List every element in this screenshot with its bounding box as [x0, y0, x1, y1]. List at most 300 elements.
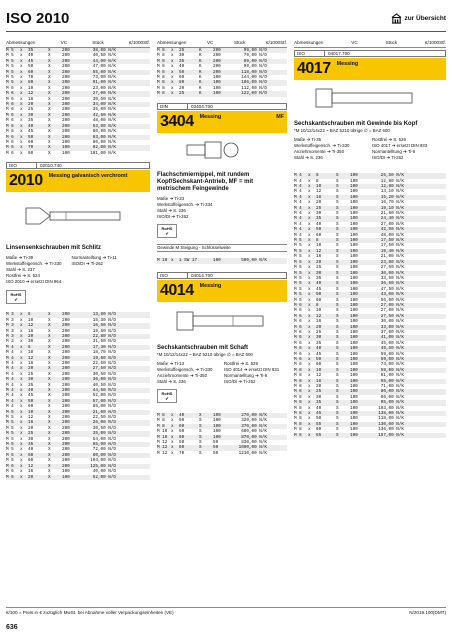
table-cell: 16 — [316, 194, 322, 200]
note-item[interactable]: Rostfrei ➔ S. 526 — [372, 137, 406, 143]
table-cell: M 5 — [294, 238, 302, 244]
table-cell: x — [20, 344, 23, 350]
notes-list — [157, 361, 287, 385]
table-cell: 12 — [28, 415, 34, 421]
table-cell: 35,00 N/K — [92, 107, 116, 113]
product-number: 2010 — [6, 170, 47, 192]
table-cell: 35,00 N/D — [92, 431, 116, 437]
table-cell: S — [336, 205, 339, 211]
table-cell: X — [48, 112, 51, 118]
header-vc: VC — [206, 40, 214, 45]
table-cell: 101,00 N/K — [90, 150, 116, 156]
table-cell: 200 — [62, 48, 70, 53]
table-cell: x — [308, 319, 311, 325]
table-cell: x — [308, 302, 311, 308]
table-cell: M 4 — [6, 388, 14, 394]
table-cell: 100 — [350, 281, 358, 287]
table-cell: 35 — [316, 275, 322, 281]
table-row — [6, 475, 150, 480]
table-cell: 16 — [316, 319, 322, 325]
table-cell: 23,00 N/K — [92, 85, 116, 91]
table-cell: 50 — [28, 398, 34, 404]
note-item[interactable]: Maße ➔ Ti-23 — [157, 196, 185, 202]
table-cell: 100 — [213, 85, 221, 91]
table-cell: S — [336, 265, 339, 271]
table-header — [157, 40, 287, 48]
table-cell: x — [20, 53, 23, 59]
table-cell: 8 — [28, 312, 31, 318]
table-cell: 40 — [179, 64, 185, 70]
note-item[interactable]: Stahl ➔ S. 236 — [157, 378, 186, 384]
table-cell: 50 — [28, 64, 34, 70]
note-item[interactable]: ISO 4017 ➔ ersetzt DIN 933 — [372, 143, 428, 149]
table-cell: 112,00 N/D — [241, 85, 267, 91]
note-item[interactable]: Normantelltung ➔ Ti-6 — [224, 372, 268, 378]
table-cell: 86,00 N/K — [380, 394, 404, 400]
table-cell: x — [308, 275, 311, 281]
table-cell: M 6 — [294, 324, 302, 330]
table-cell: X — [48, 134, 51, 140]
note-item[interactable]: Maße ➔ Ti-13 — [157, 360, 185, 366]
table-cell: 63,00 N/K — [92, 134, 116, 140]
table-cell: S — [336, 340, 339, 346]
table-cell: 103,00 N/K — [378, 405, 404, 411]
note-item[interactable]: ISO/DI ➔ Ti-262 — [71, 261, 103, 267]
table-cell: M 4 — [294, 227, 302, 233]
table-cell: 100 — [350, 378, 358, 384]
table-cell: M 5 — [6, 48, 14, 53]
table-cell: 71,00 N/K — [380, 384, 404, 390]
table-cell: 100 — [350, 362, 358, 368]
table-cell: 33,00 N/K — [380, 324, 404, 330]
table-cell: x — [20, 96, 23, 102]
table-cell: M 5 — [6, 436, 14, 442]
table-cell: 20 — [316, 324, 322, 330]
table-cell: 17,30 N/D — [92, 344, 116, 350]
article-code-bar — [6, 162, 150, 169]
table-cell: M 6 — [294, 319, 302, 325]
table-cell: X — [48, 48, 51, 53]
table-cell: M 5 — [294, 275, 302, 281]
table-cell: S — [336, 400, 339, 406]
product-banner — [294, 58, 446, 80]
table-cell: X — [48, 53, 51, 59]
table-cell: 200 — [62, 355, 70, 361]
notes-list — [6, 255, 62, 285]
table-cell: M 4 — [294, 184, 302, 190]
table-cell: 100 — [350, 232, 358, 238]
table-cell: S — [199, 429, 202, 435]
table-cell: 18,70 N/D — [92, 350, 116, 356]
table-cell: x — [171, 258, 174, 264]
table-cell: x — [20, 102, 23, 108]
table-cell: M 4 — [294, 173, 302, 179]
table-cell: x — [171, 450, 174, 456]
table-cell: 59,00 N/K — [380, 357, 404, 363]
table-cell: S — [199, 423, 202, 429]
table-cell: 35 — [179, 58, 185, 64]
table-cell: 200 — [62, 393, 70, 399]
table-cell: 6 — [316, 173, 319, 179]
article-code-bar — [294, 50, 446, 57]
table-cell: 30 — [316, 211, 322, 217]
table-cell: 10 — [316, 308, 322, 314]
note-item[interactable]: ISO/DI ➔ Ti-262 — [372, 155, 404, 161]
table-cell: x — [308, 384, 311, 390]
overview-link[interactable] — [391, 13, 446, 24]
table-cell: 200 — [62, 139, 70, 145]
table-cell: 37,00 N/K — [380, 329, 404, 335]
table-cell: 40 — [316, 405, 322, 411]
table-cell: 200 — [62, 53, 70, 59]
table-cell: 21,80 N/K — [380, 211, 404, 217]
product-number: 4017 — [294, 58, 335, 80]
table-cell: x — [308, 292, 311, 298]
table-cell: M 6 — [294, 346, 302, 352]
table-cell: x — [308, 178, 311, 184]
table-cell: 40,50 N/D — [92, 382, 116, 388]
table-cell: 200 — [62, 350, 70, 356]
table-cell: 12 — [28, 323, 34, 329]
table-cell: X — [48, 442, 51, 448]
article-code-bar — [157, 103, 287, 110]
thread-note: Gewinde M Steigung - Schlüsselweite — [157, 244, 287, 252]
table-cell: x — [171, 445, 174, 451]
table-cell: 100 — [350, 384, 358, 390]
table-cell: M 3 — [6, 328, 14, 334]
table-cell: 40 — [28, 388, 34, 394]
table-cell: 30 — [316, 270, 322, 276]
article-code: 04017.700 — [328, 51, 350, 56]
table-cell: S — [336, 421, 339, 427]
table-cell: S — [336, 248, 339, 254]
table-cell: 16,70 N/K — [380, 200, 404, 206]
table-cell: S — [336, 254, 339, 260]
product-block-2010 — [6, 162, 150, 192]
table-cell: M 8 — [294, 405, 302, 411]
note-item[interactable]: Werkstoffeigensch. ➔ Ti-330 — [6, 261, 62, 267]
table-cell: 60 — [316, 427, 322, 433]
table-cell: X — [48, 323, 51, 329]
note-item[interactable]: Rostfrei ➔ S. 529 — [224, 360, 258, 366]
note-item[interactable]: ISO 2010 ➔ ersetzt DIN 964 — [6, 279, 62, 285]
table-cell: x — [308, 216, 311, 222]
table-cell: 55,00 N/K — [92, 69, 116, 75]
norm-label: ISO — [295, 51, 325, 56]
table-cell: X — [48, 377, 51, 383]
note-item[interactable]: Werkstoffeigensch. ➔ Ti-330 — [157, 366, 213, 372]
table-cell: M 6 — [6, 112, 14, 118]
table-cell: 47,00 N/K — [92, 64, 116, 70]
table-cell: X — [48, 58, 51, 64]
product-suffix: MF — [276, 113, 284, 120]
table-cell: x — [20, 145, 23, 151]
table-cell: x — [20, 107, 23, 113]
table-cell: x — [20, 415, 23, 421]
table-cell: 22,50 N/D — [92, 415, 116, 421]
table-cell: 50 — [213, 450, 219, 456]
table-cell: M 5 — [294, 297, 302, 303]
table-cell: x — [308, 297, 311, 303]
table-cell: 60 — [179, 434, 185, 440]
table-cell: M 12 — [157, 445, 168, 451]
table-cell: 16,50 N/D — [92, 323, 116, 329]
table-cell: M 4 — [6, 393, 14, 399]
table-cell: M 6 — [294, 357, 302, 363]
table-cell: 30,50 N/D — [92, 371, 116, 377]
table-cell: 100 — [350, 173, 358, 179]
table-cell: 42,50 N/K — [380, 227, 404, 233]
table-cell: X — [48, 344, 51, 350]
table-cell: x — [308, 432, 311, 438]
table-cell: 45,00 N/K — [380, 340, 404, 346]
article-code: 04014.700 — [191, 272, 213, 278]
table-cell: 36,00 N/D — [92, 377, 116, 383]
table-cell: x — [308, 308, 311, 314]
table-cell: 50 — [179, 69, 185, 75]
table-cell: M 5 — [294, 286, 302, 292]
table-cell: 100 — [350, 259, 358, 265]
table-cell: 25 — [316, 205, 322, 211]
table-cell: M 8 — [157, 75, 165, 81]
table-cell: M 8 — [157, 85, 165, 91]
table-cell: 30 — [28, 339, 34, 345]
table-cell: x — [171, 423, 174, 429]
table-cell: S — [336, 329, 339, 335]
table-cell: 53,00 N/K — [92, 123, 116, 129]
table-cell: 20 — [316, 259, 322, 265]
table-cell: x — [20, 371, 23, 377]
table-cell: S — [336, 384, 339, 390]
table-cell: 125,00 N/D — [90, 463, 116, 469]
table-row — [6, 151, 150, 156]
table-cell: S — [336, 216, 339, 222]
note-item[interactable]: ISO 4014 ➔ ersetzt DIN 931 — [224, 366, 280, 372]
table-cell: M 5 — [294, 259, 302, 265]
table-cell: 200 — [62, 85, 70, 91]
note-item[interactable]: Stahl ➔ S. 236 — [294, 155, 323, 161]
table-cell: 200 — [62, 409, 70, 415]
table-cell: M 8 — [294, 432, 302, 438]
table-cell: x — [308, 248, 311, 254]
table-cell: 16 — [316, 378, 322, 384]
table-cell: X — [48, 366, 51, 372]
table-cell: 157,00 N/K — [378, 432, 404, 438]
note-item[interactable]: Maße ➔ Ti-39 — [6, 255, 34, 261]
table-cell: 12 — [316, 373, 322, 379]
table-cell: 100 — [350, 329, 358, 335]
product-material: Messing — [199, 113, 222, 120]
table-cell: 60,00 N/K — [92, 129, 116, 135]
table-cell: S — [336, 292, 339, 298]
section-title: Flachschmiernippel, mit rundem Kopf/Sechskant-Antrieb, MF = mit metrischem Feingewinde — [157, 171, 254, 193]
table-cell: x — [171, 429, 174, 435]
table-cell: 1090,00 N/K — [238, 445, 267, 451]
table-cell: 42,50 N/K — [92, 112, 116, 118]
table-cell: 20 — [316, 200, 322, 206]
table-cell: X — [48, 393, 51, 399]
note-item[interactable]: Werkstoffeigensch. ➔ Ti-330 — [294, 143, 350, 149]
table-cell: 10 — [316, 243, 322, 249]
table-cell: 44,50 N/D — [92, 388, 116, 394]
note-item[interactable]: Anziehmomente ➔ Ti-350 — [294, 149, 345, 155]
table-cell: 60 — [28, 69, 34, 75]
table-cell: S — [336, 227, 339, 233]
table-cell: X — [48, 150, 51, 156]
table-cell: 20 — [28, 474, 34, 480]
table-cell: M 4 — [6, 350, 14, 356]
table-cell: 30,00 N/K — [380, 270, 404, 276]
table-cell: x — [20, 377, 23, 383]
table-cell: M 4 — [6, 377, 14, 383]
table-cell: M 6 — [294, 329, 302, 335]
table-cell: X — [48, 360, 51, 366]
table-cell: 12 — [316, 189, 322, 195]
table-cell: 12 — [28, 355, 34, 361]
table-cell: x — [308, 189, 311, 195]
table-cell: 100 — [350, 221, 358, 227]
table-cell: M 5 — [6, 442, 14, 448]
table-cell: M 3 — [6, 339, 14, 345]
table-cell: x — [308, 211, 311, 217]
table-cell: 80 — [28, 150, 34, 156]
article-code: 03404.700 — [191, 103, 213, 109]
note-item[interactable]: Werkstoffeigensch. ➔ Ti-334 — [157, 202, 213, 208]
note-item[interactable]: Rostfrei ➔ S. 524 — [6, 273, 40, 279]
table-cell: 99,00 N/D — [243, 48, 267, 53]
note-item[interactable]: ISO/DI ➔ Ti-262 — [157, 214, 189, 220]
table-cell: 16 — [316, 254, 322, 260]
page-title: ISO 2010 — [6, 10, 70, 27]
table-cell: 200 — [62, 442, 70, 448]
table-cell: 10 — [28, 350, 34, 356]
note-item[interactable]: Normantelltung ➔ Ti-6 — [372, 149, 416, 155]
product-block-4014 — [157, 272, 287, 302]
table-cell: x — [308, 340, 311, 346]
table-cell: M 8 — [157, 418, 165, 424]
table-cell: 200 — [62, 118, 70, 124]
table-cell: M 3 — [6, 317, 14, 323]
table-cell: 40,00 N/D — [92, 469, 116, 475]
table-cell: 13,80 N/D — [92, 312, 116, 318]
table-cell: M 10 — [157, 258, 168, 264]
price-table — [294, 173, 446, 438]
nipple-drawing — [157, 133, 287, 167]
table-cell: S — [336, 221, 339, 227]
table-cell: X — [48, 85, 51, 91]
table-cell: 59,00 N/K — [380, 351, 404, 357]
table-cell: M 4 — [6, 371, 14, 377]
table-cell: S — [336, 232, 339, 238]
table-cell: 8 — [316, 302, 319, 308]
table-cell: 100 — [350, 178, 358, 184]
table-cell: S — [336, 378, 339, 384]
table-cell: x — [20, 398, 23, 404]
table-cell: S — [336, 270, 339, 276]
table-cell: x — [308, 173, 311, 179]
table-cell: M 8 — [294, 416, 302, 422]
header-dims: Abmessungen — [294, 40, 324, 45]
table-cell: M 3 — [6, 323, 14, 329]
table-cell: 60 — [179, 75, 185, 81]
note-item[interactable]: ISO/DI ➔ Ti-262 — [224, 378, 256, 384]
table-cell: 130,00 N/K — [378, 421, 404, 427]
table-cell: x — [308, 238, 311, 244]
table-cell: X — [48, 317, 51, 323]
note-item[interactable]: Normantelltung ➔ Ti-11 — [71, 255, 117, 261]
table-cell: 26,00 N/D — [92, 420, 116, 426]
table-cell: X — [48, 118, 51, 124]
table-cell: S — [336, 238, 339, 244]
table-cell: 27,50 N/D — [92, 366, 116, 372]
table-cell: 590,00 N/K — [241, 258, 267, 264]
table-cell: S — [199, 445, 202, 451]
note-item[interactable]: Stahl ➔ S. 236 — [157, 208, 186, 214]
table-cell: x — [308, 324, 311, 330]
table-cell: 43,00 N/K — [380, 292, 404, 298]
table-cell: x — [308, 232, 311, 238]
rohs-badge: RoHS ✔ — [157, 389, 177, 403]
table-cell: M 6 — [6, 118, 14, 124]
note-item[interactable]: Anziehmomente ➔ Ti-350 — [157, 372, 208, 378]
table-cell: M 4 — [294, 178, 302, 184]
table-cell: M 6 — [6, 107, 14, 113]
table-cell: S — [336, 308, 339, 314]
table-cell: S — [336, 367, 339, 373]
table-cell: 25 — [28, 431, 34, 437]
table-cell: 65,00 N/K — [380, 378, 404, 384]
table-cell: x — [308, 243, 311, 249]
table-cell: x — [308, 254, 311, 260]
table-cell: 200 — [62, 75, 70, 81]
note-item[interactable]: Maße ➔ Ti-35 — [294, 137, 322, 143]
table-cell: M 12 — [157, 439, 168, 445]
table-cell: X — [48, 355, 51, 361]
table-cell: 40 — [316, 346, 322, 352]
table-cell: x — [20, 64, 23, 70]
table-cell: 25 — [179, 91, 185, 97]
table-cell: M 8 — [294, 378, 302, 384]
table-cell: 40 — [28, 447, 34, 453]
table-cell: x — [20, 323, 23, 329]
table-cell: 100 — [350, 400, 358, 406]
table-cell: M 3 — [6, 333, 14, 339]
table-cell: M 5 — [6, 75, 14, 81]
table-cell: x — [308, 194, 311, 200]
table-cell: x — [308, 184, 311, 190]
table-cell: 21,00 N/D — [92, 409, 116, 415]
table-cell: S — [336, 178, 339, 184]
table-cell: x — [308, 286, 311, 292]
table-header — [6, 40, 150, 48]
table-cell: X — [48, 145, 51, 151]
table-cell: X — [48, 371, 51, 377]
header-vc: VC — [351, 40, 358, 45]
table-cell: 20 — [316, 384, 322, 390]
table-cell: x — [20, 134, 23, 140]
table-cell: X — [48, 96, 51, 102]
table-cell: X — [48, 458, 51, 464]
table-cell: 100 — [350, 416, 358, 422]
footer-code: N/2019.100(DMT) — [409, 610, 446, 615]
table-cell: 45 — [316, 286, 322, 292]
table-cell: X — [48, 69, 51, 75]
table-cell: X — [48, 328, 51, 334]
table-cell: 40 — [179, 412, 185, 418]
table-cell: S — [336, 389, 339, 395]
table-cell: 100 — [350, 248, 358, 254]
note-item[interactable]: Stahl ➔ S. 237 — [6, 267, 35, 273]
